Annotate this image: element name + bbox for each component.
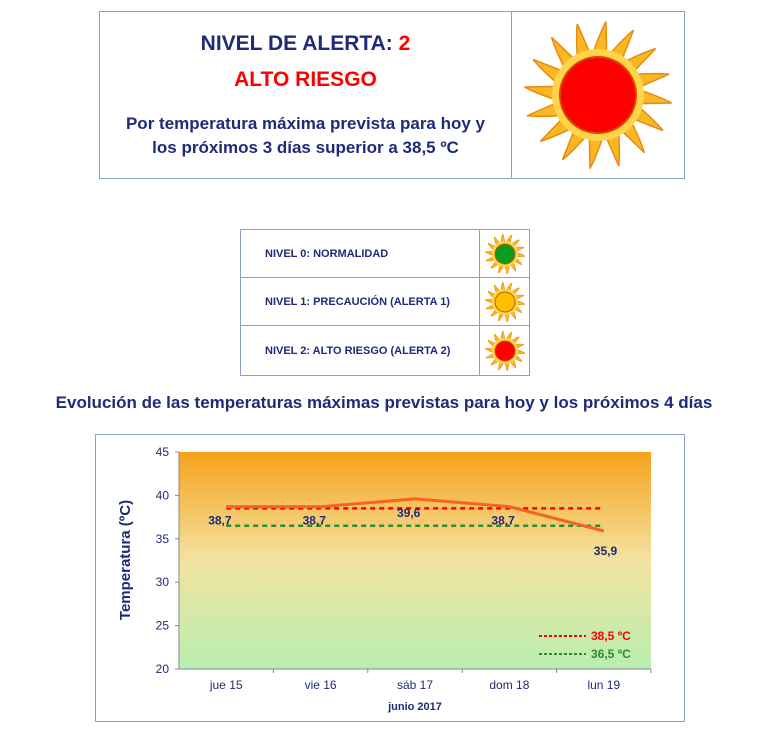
x-tick-label: sáb 17 — [396, 678, 434, 692]
y-tick-label: 45 — [155, 445, 169, 459]
temperature-chart — [96, 435, 684, 721]
level-label — [241, 326, 480, 375]
level-label — [241, 230, 480, 277]
y-tick-label: 35 — [155, 531, 169, 546]
y-tick-label: 30 — [155, 575, 169, 590]
data-label: 39,6 — [397, 505, 421, 520]
y-axis-title: Temperatura (ºC) — [117, 499, 134, 621]
x-tick-label: jue 15 — [209, 678, 243, 692]
alert-title — [100, 32, 511, 56]
x-tick-label: lun 19 — [587, 678, 621, 692]
data-label: 38,7 — [491, 513, 515, 528]
green-sun-icon — [480, 230, 529, 277]
x-tick-label: dom 18 — [489, 678, 530, 692]
level-row-2 — [241, 326, 529, 375]
alert-description — [100, 112, 511, 160]
alert-text-panel — [100, 12, 512, 178]
y-tick-label: 25 — [155, 618, 169, 633]
chart-frame — [95, 434, 685, 722]
alert-level-value: 2 — [398, 32, 411, 55]
data-label: 38,7 — [302, 513, 326, 528]
chart-heading: Evolución de las temperaturas máximas previstas para hoy y los próximos 4 días — [55, 393, 713, 412]
x-axis-title: junio 2017 — [388, 701, 442, 713]
data-label: 35,9 — [593, 543, 618, 558]
y-tick-label: 20 — [155, 662, 169, 676]
alert-description-line2: los próximos 3 días superior a 38,5 ºC — [152, 138, 459, 157]
alert-risk-label: ALTO RIESGO — [234, 68, 377, 91]
alert-title-prefix: NIVEL DE ALERTA: — [200, 32, 399, 55]
level-row-0 — [241, 230, 529, 278]
level-label-text: NIVEL 2: ALTO RIESGO (ALERTA 2) — [265, 344, 451, 357]
alert-description-line1: Por temperatura máxima prevista para hoy y — [125, 114, 486, 133]
level-label-text: NIVEL 1: PRECAUCIÓN (ALERTA 1) — [265, 295, 450, 308]
level-label-text: NIVEL 0: NORMALIDAD — [265, 247, 389, 260]
legend-label: 38,5 ºC — [591, 629, 631, 643]
red-sun-icon — [480, 326, 529, 375]
legend-label: 36,5 ºC — [591, 647, 631, 661]
level-label — [241, 278, 480, 325]
yellow-sun-icon — [480, 278, 529, 325]
level-row-1 — [241, 278, 529, 326]
data-label: 38,7 — [208, 513, 232, 528]
y-tick-label: 40 — [155, 488, 169, 503]
alert-box — [99, 11, 685, 179]
alert-levels-table — [240, 229, 530, 376]
red-sun-icon — [512, 12, 684, 178]
x-tick-label: vie 16 — [304, 678, 337, 692]
